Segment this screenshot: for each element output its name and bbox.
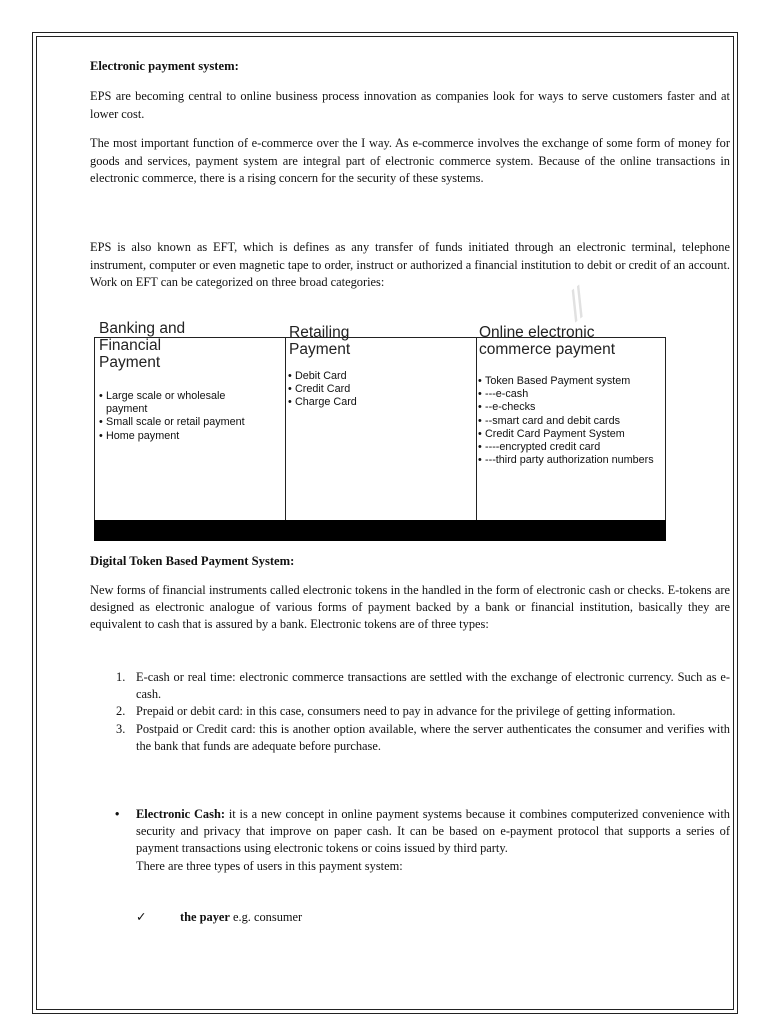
ecash-text: it is a new concept in online payment systems because it combines computerized convenience with security and privacy that improve on paper cash. It can be based on e-payment protocol that supports a series of payment transactions using electronic tokens or coins issued by third party. bbox=[136, 807, 730, 856]
list-item: • Token Based Payment system bbox=[478, 375, 663, 388]
ecash-body bbox=[136, 806, 730, 875]
column-divider bbox=[476, 338, 477, 522]
list-item: • Charge Card bbox=[288, 396, 468, 409]
bullet-icon: • bbox=[115, 807, 120, 821]
token-types-list bbox=[90, 669, 730, 755]
col3-title-line2: commerce payment bbox=[479, 341, 616, 358]
column-divider bbox=[285, 338, 286, 522]
paragraph-eft: EPS is also known as EFT, which is defines as any transfer of funds initiated through an electronic terminal, telephone instrument, computer or even magnetic tape to order, instruct or authorized a financial institution to debit or credit of an account. Work on EFT can be categorized on three broad categories: bbox=[90, 240, 730, 289]
list-text: Prepaid or debit card: in this case, consumers need to pay in advance for the privilege of getting information. bbox=[136, 704, 676, 719]
list-item: • Home payment bbox=[99, 430, 264, 443]
col3-list bbox=[478, 375, 663, 467]
list-item: • Credit Card Payment System bbox=[478, 428, 663, 441]
col1-title-line1: Banking and bbox=[99, 320, 186, 337]
paragraph-tokens: New forms of financial instruments called electronic tokens in the handled in the form of electronic cash or checks. E-tokens are designed as electronic analogue of various forms of payment backed by a bank or financial institution, basically they are equivalent to cash that is assured by a bank. Electronic tokens are of three types: bbox=[90, 583, 730, 632]
list-number: 2. bbox=[116, 704, 126, 719]
list-number: 1. bbox=[116, 670, 126, 684]
col2-list bbox=[288, 370, 468, 410]
heading-digital-token: Digital Token Based Payment System: bbox=[90, 554, 295, 568]
list-item: • Large scale or wholesale payment bbox=[99, 390, 264, 416]
list-item: • Credit Card bbox=[288, 383, 468, 396]
payer-text: e.g. consumer bbox=[229, 910, 303, 924]
list-text: Postpaid or Credit card: this is another option available, where the server authenticates the consumer and verifies with the bank that funds are adequate before purchase. bbox=[136, 721, 730, 753]
col1-title-line2: Financial bbox=[99, 337, 162, 354]
list-item: • --smart card and debit cards bbox=[478, 415, 663, 428]
paragraph-eps-intro: EPS are becoming central to online business process innovation as companies look for ways to serve customers faster and at lower cost. bbox=[90, 89, 730, 121]
list-item: • ---e-cash bbox=[478, 388, 663, 401]
table-footer-bar bbox=[94, 520, 666, 541]
list-item: • ---third party authorization numbers bbox=[478, 454, 663, 467]
list-item bbox=[90, 721, 730, 755]
list-item: • ----encrypted credit card bbox=[478, 441, 663, 454]
list-item: • --e-checks bbox=[478, 401, 663, 414]
list-item bbox=[90, 669, 730, 703]
payer-label: the payer bbox=[180, 910, 230, 924]
col1-title-line3: Payment bbox=[99, 354, 161, 371]
col3-title-line1: Online electronic bbox=[479, 324, 595, 341]
col2-title-line2: Payment bbox=[289, 341, 351, 358]
list-item bbox=[90, 703, 676, 720]
check-icon: ✓ bbox=[136, 910, 147, 924]
list-number: 3. bbox=[116, 721, 126, 736]
paragraph-eps-function: The most important function of e-commerce over the I way. As e-commerce involves the exchange of some form of money for goods and services, payment system are integral part of electronic commerce system. Because of the online transactions in electronic commerce, there is a rising concern for the security of these systems. bbox=[90, 136, 730, 185]
heading-eps: Electronic payment system: bbox=[90, 59, 239, 73]
watermark: ⁄⁄ bbox=[560, 281, 598, 325]
ecash-label: Electronic Cash: bbox=[136, 807, 225, 821]
col1-list bbox=[99, 390, 264, 443]
users-intro: There are three types of users in this payment system: bbox=[136, 858, 403, 873]
list-item: • Small scale or retail payment bbox=[99, 416, 264, 429]
payer-line bbox=[180, 909, 302, 926]
ecash-bullet bbox=[90, 806, 730, 924]
col2-title-line1: Retailing bbox=[289, 324, 350, 341]
eft-categories-table bbox=[94, 320, 666, 542]
list-item: • Debit Card bbox=[288, 370, 468, 383]
list-text: E-cash or real time: electronic commerce transactions are settled with the exchange of electronic currency. Such as e-cash. bbox=[136, 670, 730, 702]
